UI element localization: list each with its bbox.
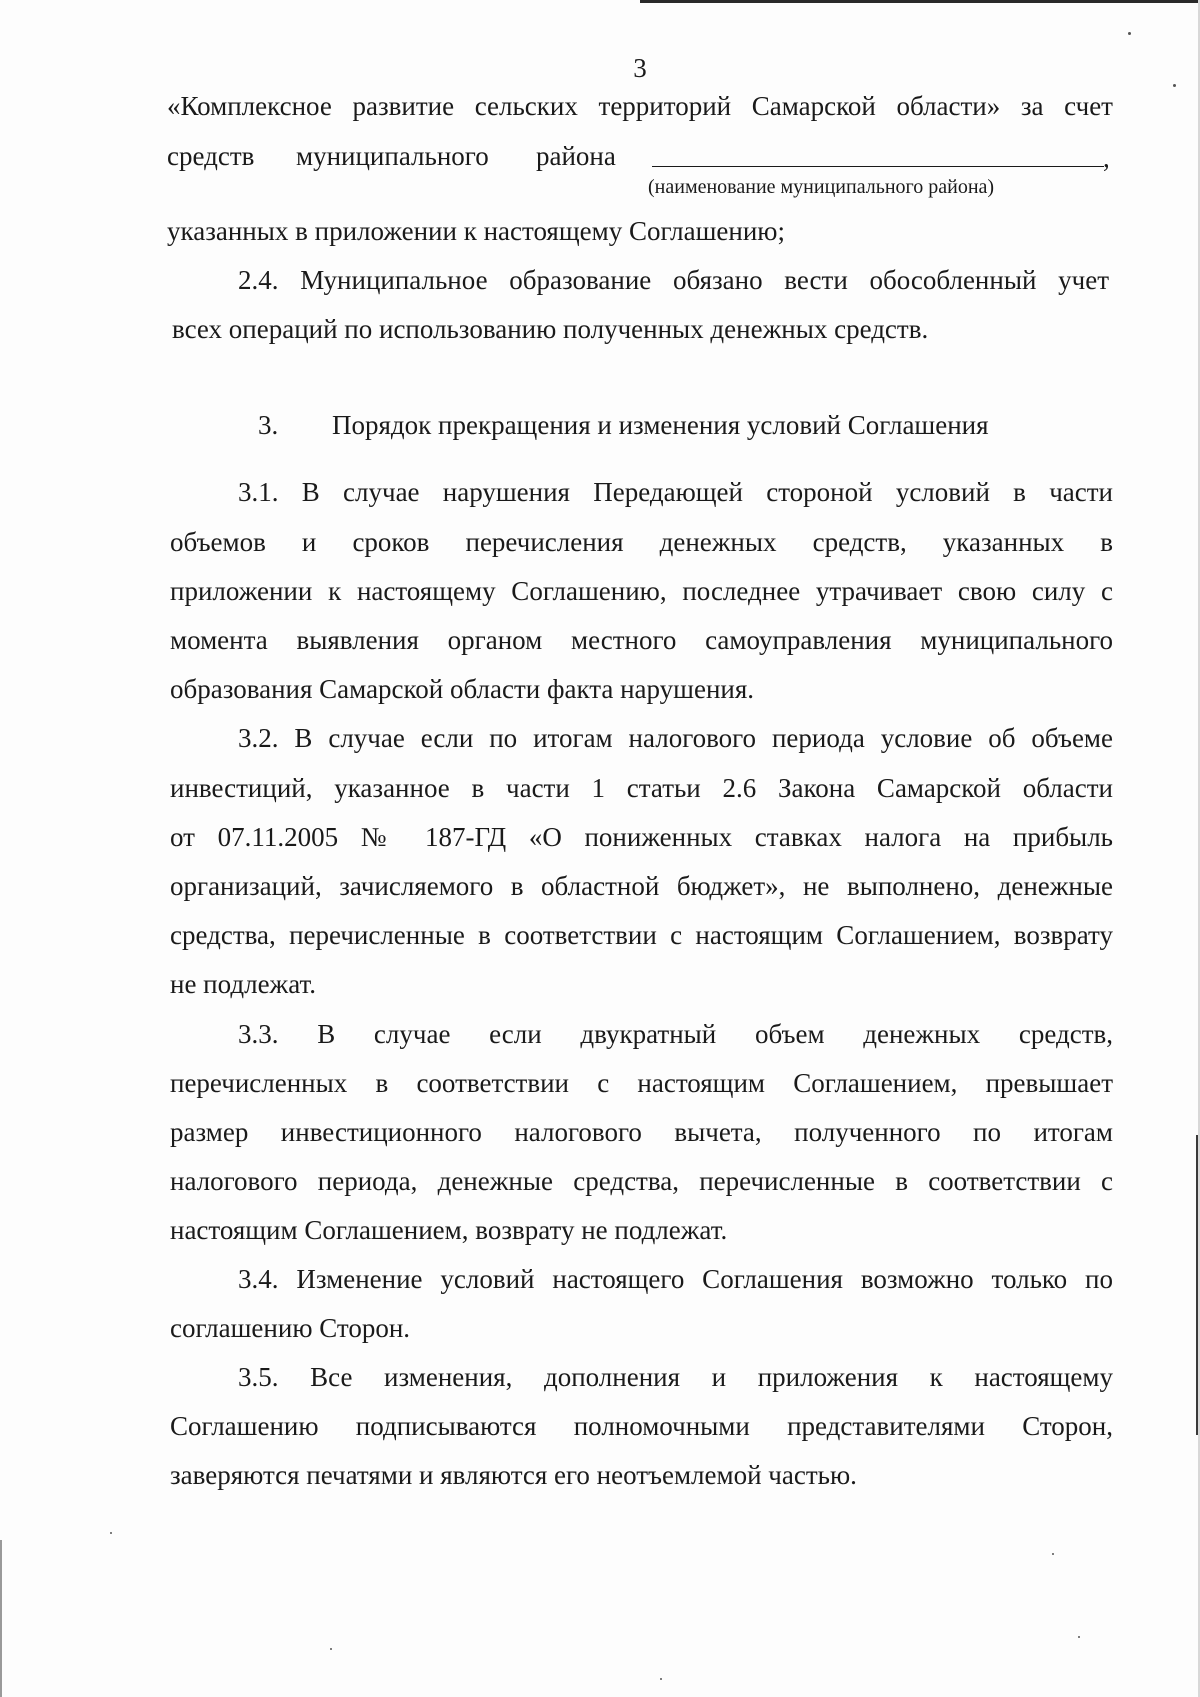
clause-3-2-line-3: от 07.11.2005 № 187-ГД «О пониженных ставках налога на прибыль bbox=[170, 822, 1113, 852]
clause-3-1-line-1: 3.1. В случае нарушения Передающей стороной условий в части bbox=[238, 477, 1113, 507]
clause-3-4-line-2: соглашению Сторон. bbox=[170, 1313, 411, 1343]
clause-3-3-line-3: размер инвестиционного налогового вычета, полученного по итогам bbox=[170, 1117, 1113, 1147]
scan-speck bbox=[110, 1532, 112, 1534]
intro-line-2-word-2: муниципального bbox=[296, 141, 489, 171]
clause-3-1-line-2: объемов и сроков перечисления денежных средств, указанных в bbox=[170, 527, 1113, 557]
section-3-title: Порядок прекращения и изменения условий Соглашения bbox=[332, 410, 989, 440]
clause-3-5-line-3: заверяются печатями и являются его неотъемлемой частью. bbox=[170, 1460, 857, 1490]
municipal-district-blank-line bbox=[652, 166, 1104, 167]
scan-speck bbox=[1128, 32, 1131, 35]
municipal-district-caption: (наименование муниципального района) bbox=[648, 176, 995, 198]
section-3-number: 3. bbox=[258, 410, 279, 440]
clause-3-1-line-5: образования Самарской области факта нарушения. bbox=[170, 674, 755, 704]
clause-2-4-line-1: 2.4. Муниципальное образование обязано вести обособленный учет bbox=[238, 265, 1109, 295]
clause-3-2-line-6: не подлежат. bbox=[170, 969, 317, 999]
clause-3-2-line-1: 3.2. В случае если по итогам налогового периода условие об объеме bbox=[238, 723, 1113, 753]
clause-3-5-line-2: Соглашению подписываются полномочными представителями Сторон, bbox=[170, 1411, 1113, 1441]
intro-line-1: «Комплексное развитие сельских территорий Самарской области» за счет bbox=[167, 91, 1113, 121]
scan-edge-left bbox=[0, 1540, 2, 1697]
section-3-heading bbox=[258, 405, 989, 445]
scan-speck bbox=[330, 1648, 332, 1650]
scan-edge-top bbox=[640, 0, 1200, 3]
scan-speck bbox=[1078, 1636, 1080, 1638]
scan-speck bbox=[1173, 84, 1176, 87]
blank-comma: , bbox=[1103, 143, 1110, 173]
clause-3-1-line-3: приложении к настоящему Соглашению, последнее утрачивает свою силу с bbox=[170, 576, 1113, 606]
scan-speck bbox=[1052, 1553, 1054, 1555]
intro-line-3: указанных в приложении к настоящему Соглашению; bbox=[167, 216, 785, 246]
clause-3-3-line-1: 3.3. В случае если двукратный объем денежных средств, bbox=[238, 1019, 1113, 1049]
clause-2-4-line-2: всех операций по использованию полученных денежных средств. bbox=[172, 314, 929, 344]
intro-line-2-word-1: средств bbox=[167, 141, 255, 171]
clause-3-3-line-2: перечисленных в соответствии с настоящим Соглашением, превышает bbox=[170, 1068, 1113, 1098]
clause-3-2-line-5: средства, перечисленные в соответствии с настоящим Соглашением, возврату bbox=[170, 920, 1113, 950]
scan-edge-right-shadow bbox=[1196, 1135, 1198, 1435]
page-number: 3 bbox=[633, 53, 647, 83]
clause-3-4-line-1: 3.4. Изменение условий настоящего Соглашения возможно только по bbox=[238, 1264, 1113, 1294]
intro-line-2-word-3: района bbox=[536, 141, 616, 171]
clause-3-3-line-5: настоящим Соглашением, возврату не подлежат. bbox=[170, 1215, 728, 1245]
clause-3-2-line-4: организаций, зачисляемого в областной бюджет», не выполнено, денежные bbox=[170, 871, 1113, 901]
clause-3-2-line-2: инвестиций, указанное в части 1 статьи 2.6 Закона Самарской области bbox=[170, 773, 1113, 803]
clause-3-5-line-1: 3.5. Все изменения, дополнения и приложения к настоящему bbox=[238, 1362, 1113, 1392]
clause-3-1-line-4: момента выявления органом местного самоуправления муниципального bbox=[170, 625, 1113, 655]
scan-speck bbox=[660, 1678, 662, 1680]
clause-3-3-line-4: налогового периода, денежные средства, перечисленные в соответствии с bbox=[170, 1166, 1113, 1196]
